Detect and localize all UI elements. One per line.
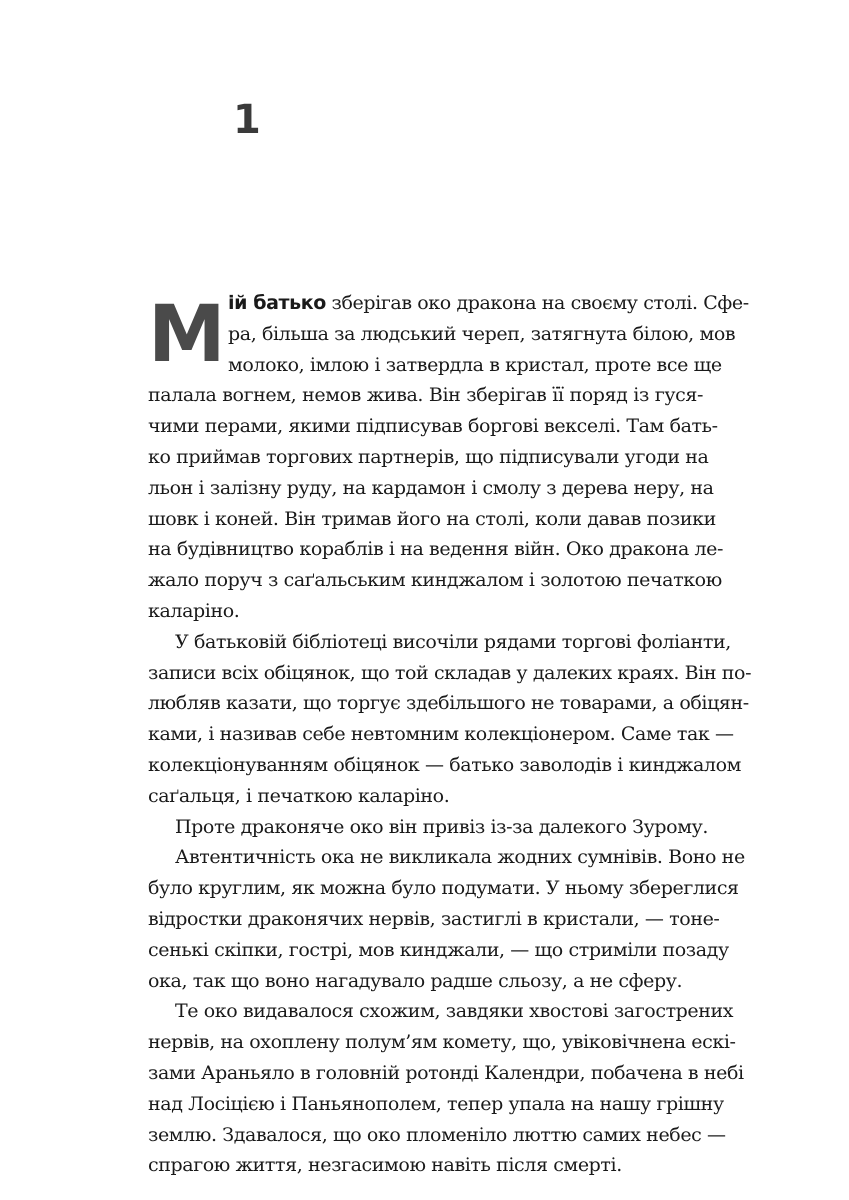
text-line: жало поруч з саґальським кинджалом і золотою печаткою: [148, 569, 722, 592]
text-line: записи всіх обіцянок, що той складав у далеких краях. Він по-: [148, 661, 752, 684]
text-line: над Лосіцією і Паньянополем, тепер упала на нашу грішну: [148, 1092, 724, 1115]
text-line: У батьковій бібліотеці височіли рядами торгові фоліанти,: [175, 630, 731, 653]
text-line: молоко, імлою і затвердла в кристал, проте все ще: [228, 353, 722, 376]
text-line: сенькі скіпки, гострі, мов кинджали, — що стриміли позаду: [148, 938, 729, 961]
text-line: чими перами, якими підписував боргові векселі. Там бать-: [148, 415, 718, 438]
text-line: Автентичність ока не викликала жодних сумнівів. Воно не: [175, 846, 745, 869]
text-line: ками, і називав себе невтомним колекціонером. Саме так —: [148, 723, 734, 746]
text-line: землю. Здавалося, що око пломеніло люттю самих небес —: [148, 1123, 726, 1146]
text-line: ко приймав торгових партнерів, що підписували угоди на: [148, 445, 709, 468]
text-line: каларіно.: [148, 599, 240, 622]
text-line: шовк і коней. Він тримав його на столі, коли давав позики: [148, 507, 716, 530]
text-line: нервів, на охоплену полум’ям комету, що, увіковічнена ескі-: [148, 1031, 736, 1054]
text-line: ій батько зберігав око дракона на своєму столі. Сфе-: [228, 292, 749, 314]
text-line: Те око видавалося схожим, завдяки хвостові загострених: [175, 1000, 734, 1023]
text-line: ра, більша за людський череп, затягнута білою, мов: [228, 322, 736, 345]
drop-cap: М: [148, 290, 226, 380]
text-line: Проте драконяче око він привіз із-за далекого Зурому.: [175, 815, 708, 838]
text-line: спрагою життя, незгасимою навіть після смерті.: [148, 1154, 622, 1177]
text-line: саґальця, і печаткою каларіно.: [148, 784, 450, 807]
text-line: палала вогнем, немов жива. Він зберігав її поряд із гуся-: [148, 384, 703, 407]
text-line: на будівництво кораблів і на ведення війн. Око дракона ле-: [148, 538, 724, 561]
chapter-body: [148, 288, 752, 1181]
text-line: льон і залізну руду, на кардамон і смолу з дерева неру, на: [148, 476, 714, 499]
chapter-number: 1: [233, 97, 261, 143]
lead-in: ій батько: [228, 292, 326, 314]
text-line: зами Араньяло в головній ротонді Календри, побачена в небі: [148, 1061, 744, 1084]
text-line: було круглим, як можна було подумати. У ньому збереглися: [148, 877, 739, 900]
text-line: відростки драконячих нервів, застиглі в кристали, — тоне-: [148, 907, 720, 930]
text-line: любляв казати, що торгує здебільшого не товарами, а обіцян-: [148, 692, 749, 715]
text-line: колекціонуванням обіцянок — батько заволодів і кинджалом: [148, 753, 741, 776]
text-line: ока, так що воно нагадувало радше сльозу, а не сферу.: [148, 969, 683, 992]
